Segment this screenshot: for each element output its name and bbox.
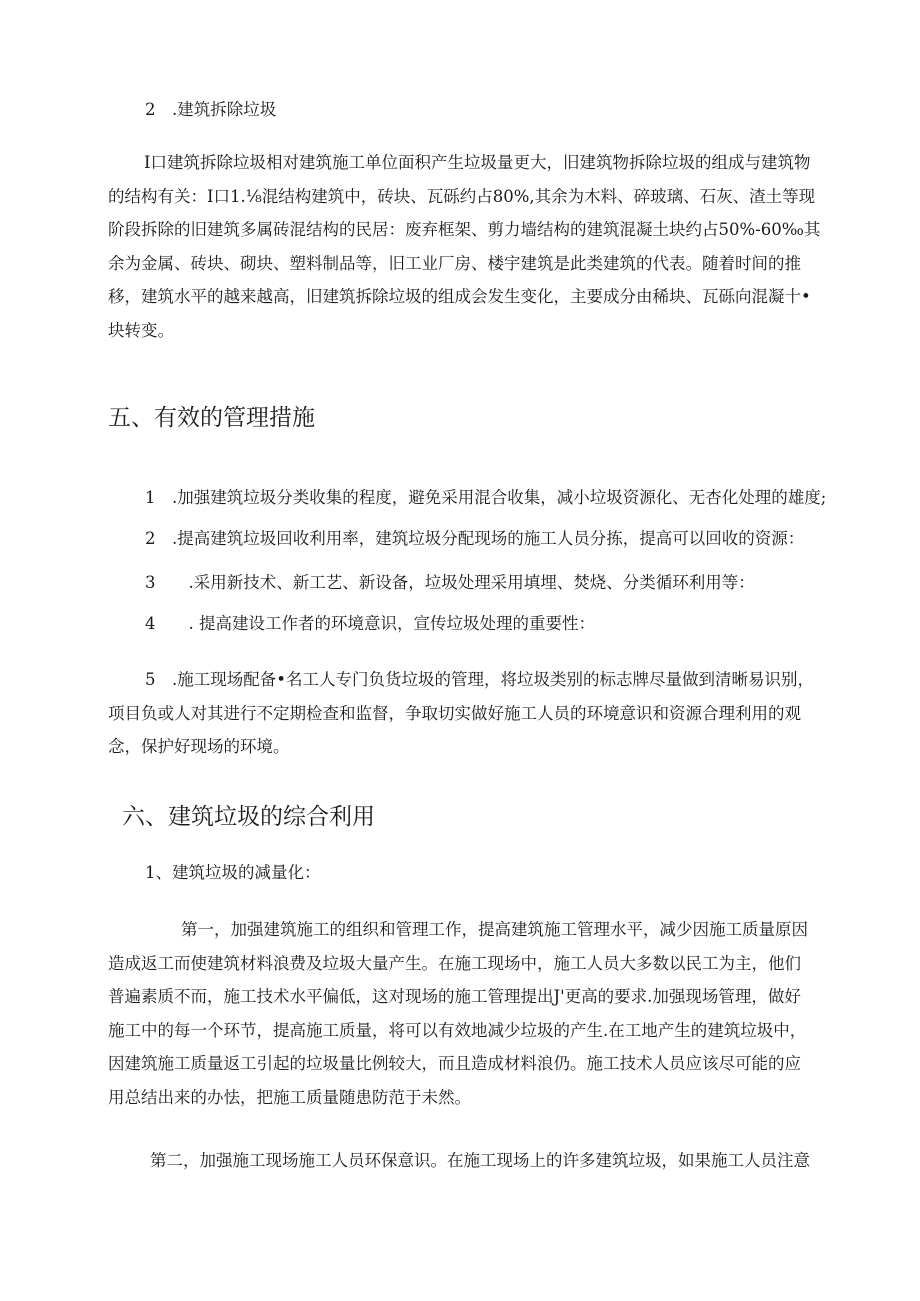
paragraph-line: 5 .施工现场配备•名工人专门负货垃圾的管理，将垃圾类别的标志牌尽量做到清晰易识别， [145,670,814,689]
paragraph-line: 余为金属、砖块、砌块、塑料制品等，旧工业厂房、楼宇建筑是此类建筑的代表。随着时间的推 [108,253,801,273]
paragraph-line: 造成返工而使建筑材料浪费及垃圾大量产生。在施工现场中，施工人员大多数以民工为主，他们 [108,953,801,973]
measure-item-1: 1 .加强建筑垃圾分类收集的程度，避免采用混合收集，减小垃圾资源化、无杏化处理的雄度; [145,488,827,507]
item-title-demolition-waste: 2 .建筑拆除垃圾 [145,100,277,119]
section-heading-comprehensive-use: 六、建筑垃圾的综合利用 [122,804,375,830]
subsection-title-reduction: 1、建筑垃圾的减量化： [145,863,321,882]
paragraph-line: 第一，加强建筑施工的组织和管理工作，提高建筑施工管理水平，减少因施工质量原因 [148,920,808,939]
paragraph-line: 移，建筑水平的越来越高，旧建筑拆除垃圾的组成会发生变化，主要成分由稀块、瓦砾向混凝十• [108,287,811,306]
paragraph-line: 念，保护好现场的环境。 [108,737,290,756]
paragraph-line: 普遍素质不而，施工技术水平偏低，这对现场的施工管理提出J'更高的要求.加强现场管理，做好 [108,987,801,1006]
section-heading-management-measures: 五、有效的管理措施 [108,405,315,431]
reduction-paragraph-2: 第二，加强施工现场施工人员环保意识。在施工现场上的许多建筑垃圾，如果施工人员注意 [150,1151,810,1170]
measure-item-4: 4 . 提高建设工作者的环境意识，宣传垃圾处理的重要性： [145,614,595,633]
demolition-waste-paragraph [108,146,828,347]
paragraph-line: 施工中的每一个环节，提高施工质量，将可以有效地减少垃圾的产生.在工地产生的建筑垃圾中， [108,1020,807,1040]
measure-item-5 [108,663,828,764]
paragraph-line: 因建筑施工质量返工引起的垃圾量比例较大，而且造成材料浪仍。施工技术人员应该尽可能的应 [108,1054,801,1073]
reduction-paragraph-1 [108,913,828,1114]
measure-item-2: 2 .提高建筑垃圾回收利用率，建筑垃圾分配现场的施工人员分拣，提高可以回收的资源： [145,529,805,548]
measure-item-3: 3 .采用新技术、新工艺、新设备，垃圾处理采用填埋、焚烧、分类循环利用等： [145,573,755,592]
paragraph-line: I口建筑拆除垃圾相对建筑施工单位面积产生垃圾量更大，旧建筑物拆除垃圾的组成与建筑物 [144,153,811,172]
paragraph-line: 项目负或人对其进行不定期检查和监督，争取切实做好施工人员的环境意识和资源合理利用的观 [108,703,801,723]
paragraph-line: 阶段拆除的旧建筑多属砖混结构的民居：废弃框架、剪力墙结构的建筑混凝土块约占50%-60‰其 [108,220,821,239]
paragraph-line: 的结构有关：I口1.⅛混结构建筑中，砖块、瓦砾约占80%,其余为木料、碎玻璃、石灰、渣土等现 [108,186,816,206]
paragraph-line: 块转变。 [108,320,174,340]
paragraph-line: 用总结出来的办怯，把施工质量随患防范于未然。 [108,1087,471,1107]
